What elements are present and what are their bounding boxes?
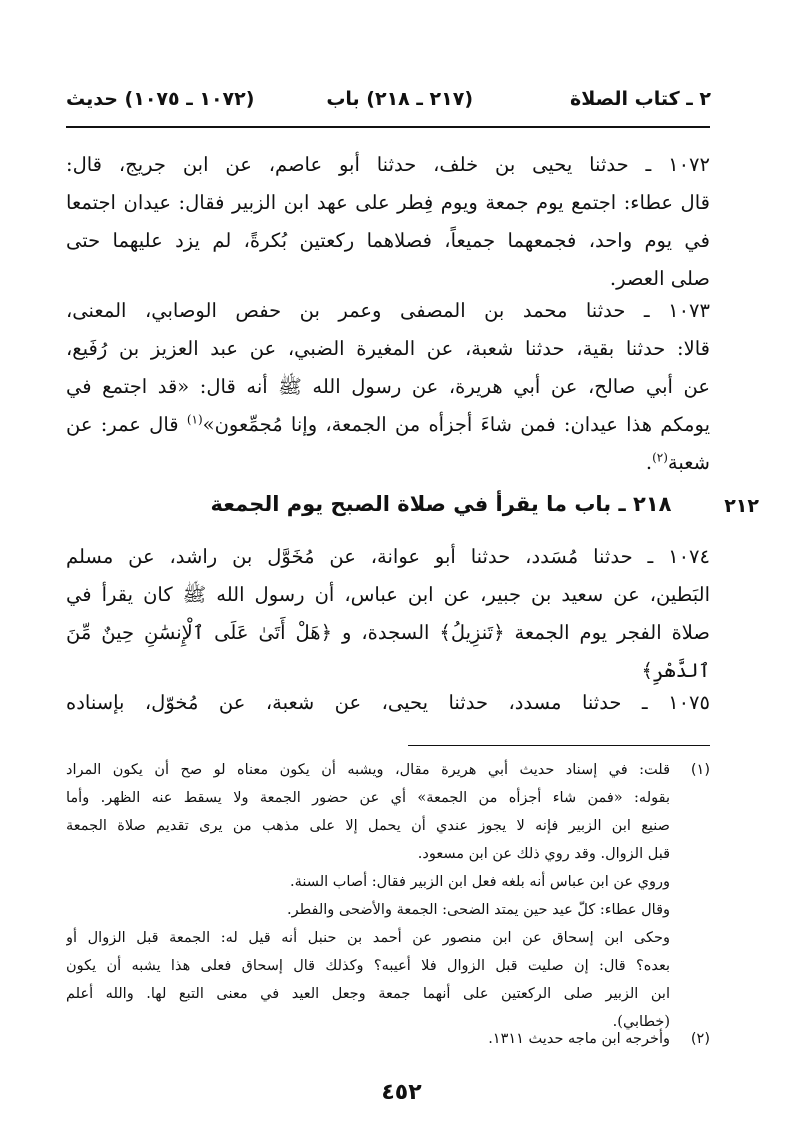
footnote-line: وحكى ابن إسحاق عن ابن منصور عن أحمد بن حنبل أنه قيل له: الجمعة قبل الزوال أو xyxy=(66,930,670,946)
footnote-line: قلت: في إسناد حديث أبي هريرة مقال، ويشبه أن يكون معناه لو صح أن يكون المراد xyxy=(66,762,670,778)
hadith-1073 xyxy=(66,292,710,482)
footnote-mark: (٢) xyxy=(690,1031,710,1047)
footnote-line: صنيع ابن الزبير فإنه لا يجوز عندي أن يحمل إلا على مذهب من يرى تقديم صلاة الجمعة xyxy=(66,818,670,834)
hadith-line: قالا: حدثنا بقية، حدثنا شعبة، عن المغيرة الضبي، عن عبد العزيز بن رُفَيع، xyxy=(66,337,710,360)
hadith-line xyxy=(66,444,710,482)
footnote-line: بعده؟ قال: إن صليت قبل الزوال فلا أعيبه؟ وكذلك قال إسحاق فعلى هذا يشبه أن يكون xyxy=(66,958,670,974)
hadith-line xyxy=(66,406,710,444)
footnote-text xyxy=(66,756,670,1036)
page-number: ٤٥٢ xyxy=(381,1080,422,1105)
footnote-ref-1[interactable]: (١) xyxy=(186,412,203,427)
footnote-line: وأخرجه ابن ماجه حديث ١٣١١. xyxy=(488,1031,670,1047)
hadith-line: ١٠٧٢ ـ حدثنا يحيى بن خلف، حدثنا أبو عاصم، عن ابن جريج، قال: xyxy=(66,153,710,176)
footnote-rule xyxy=(408,745,710,746)
hadith-line: ٱلدَّهْرِ﴾ xyxy=(641,659,710,682)
hadith-line: عن أبي صالح، عن أبي هريرة، عن رسول الله ﷺ أنه قال: «قد اجتمع في xyxy=(66,375,710,398)
running-header-hadith: (١٠٧٢ ـ ١٠٧٥) حديث xyxy=(66,88,255,110)
hadith-line-text: . xyxy=(645,451,653,474)
header-rule xyxy=(66,126,710,128)
footnote-text xyxy=(66,1025,670,1053)
running-header-book: ٢ ـ كتاب الصلاة xyxy=(570,88,711,110)
running-header-bab: (٢١٧ ـ ٢١٨) باب xyxy=(326,88,473,110)
hadith-line: في يوم واحد، فجمعهما جميعاً، فصلاهما ركعتين بُكرةً، لم يزد عليهما حتى xyxy=(66,229,710,252)
chapter-number: ٢١٢ xyxy=(724,495,759,517)
chapter-title: ٢١٨ ـ باب ما يقرأ في صلاة الصبح يوم الجمعة xyxy=(210,492,672,516)
hadith-line: ١٠٧٥ ـ حدثنا مسدد، حدثنا يحيى، عن شعبة، عن مُخوّل، بإسناده xyxy=(66,691,710,714)
hadith-line: قال عطاء: اجتمع يوم جمعة ويوم فِطر على عهد ابن الزبير فقال: عيدان اجتمعا xyxy=(66,191,710,214)
hadith-line-text: قال عمر: عن xyxy=(66,413,187,436)
hadith-line-text: شعبة xyxy=(667,451,710,474)
hadith-line: ١٠٧٣ ـ حدثنا محمد بن المصفى وعمر بن حفص الوصابي، المعنى، xyxy=(66,299,710,322)
footnote-line: ابن الزبير صلى الركعتين على أنهما جمعة وجعل العيد في معنى التبع لها. والله أعلم xyxy=(66,986,670,1002)
footnote-line: بقوله: «فمن شاء أجزأه من الجمعة» أي عن حضور الجمعة ولا يسقط عنه الظهر. وأما xyxy=(66,790,670,806)
hadith-line: البَطين، عن سعيد بن جبير، عن ابن عباس، أن رسول الله ﷺ كان يقرأ في xyxy=(66,583,710,606)
hadith-1074 xyxy=(66,538,710,690)
hadith-line-text: يومكم هذا عيدان: فمن شاءَ أجزأه من الجمعة، وإنا مُجمِّعون» xyxy=(202,413,710,436)
footnote-line: وروي عن ابن عباس أنه بلغه فعل ابن الزبير فقال: أصاب السنة. xyxy=(290,874,670,890)
footnote-line: وقال عطاء: كلّ عيد حين يمتد الضحى: الجمعة والأضحى والفطر. xyxy=(287,902,670,918)
hadith-line: ١٠٧٤ ـ حدثنا مُسَدد، حدثنا أبو عوانة، عن مُخَوَّل بن راشد، عن مسلم xyxy=(66,545,710,568)
hadith-1072 xyxy=(66,146,710,298)
footnote-1 xyxy=(66,756,710,1036)
footnote-line: (خطابي). xyxy=(612,1014,670,1030)
hadith-1075 xyxy=(66,684,710,722)
footnote-line: قبل الزوال. وقد روي ذلك عن ابن مسعود. xyxy=(417,846,670,862)
footnote-mark: (١) xyxy=(690,762,710,778)
footnote-ref-2[interactable]: (٢) xyxy=(652,450,668,465)
hadith-line: صلاة الفجر يوم الجمعة ﴿تَنزِيلُ﴾ السجدة، و ﴿هَلْ أَتَىٰ عَلَى ٱلْإِنسَٰنِ حِينٌ مِّنَ xyxy=(66,621,710,644)
hadith-line: صلى العصر. xyxy=(609,267,710,290)
footnote-2 xyxy=(66,1025,710,1053)
